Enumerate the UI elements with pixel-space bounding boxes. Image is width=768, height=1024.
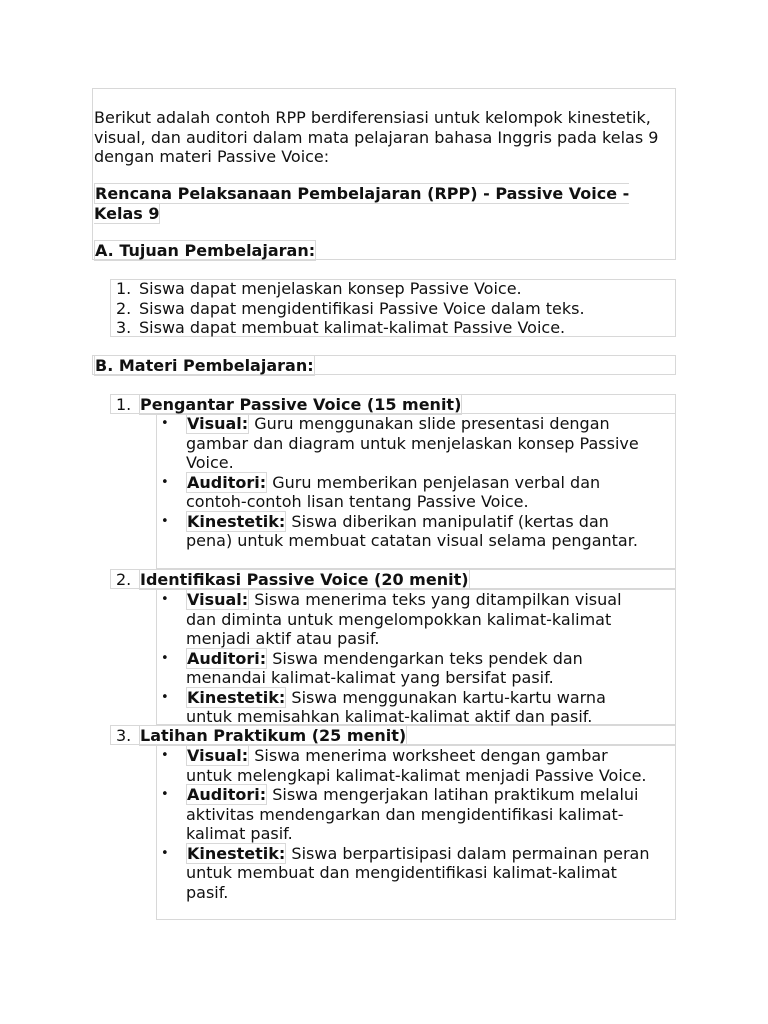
bullet-auditori [186,473,656,512]
bullet-text: Guru memberikan penjelasan verbal dan contoh-contoh lisan tentang Passive Voice. [186,472,601,511]
bullet-kinestetik [186,688,656,727]
objective-number: 1. [116,279,132,298]
bullet-auditori [186,785,656,844]
bullet-auditori [186,649,656,688]
topic-title: Latihan Praktikum (25 menit) [140,726,407,745]
topic-title: Pengantar Passive Voice (15 menit) [140,395,462,414]
document-title-text: Rencana Pelaksanaan Pembelajaran (RPP) - Passive Voice - Kelas 9 [94,184,630,223]
section-a-heading [94,241,674,261]
bullet-label: Auditori: [187,785,267,804]
objective-number: 2. [116,298,132,318]
bullet-label: Kinestetik: [187,843,286,863]
bullet-visual [186,590,656,649]
bullet-text: Siswa menggunakan kartu-kartu warna untuk memisahkan kalimat-kalimat aktif dan pasif. [186,687,606,726]
bullet-label: Visual: [187,414,249,433]
objective-item [116,318,676,338]
bullet-text: Siswa menerima worksheet dengan gambar untuk melengkapi kalimat-kalimat menjadi Passive Voice. [186,746,647,785]
topic-title: Identifikasi Passive Voice (20 menit) [140,570,469,589]
topic-number: 1. [116,395,132,414]
topic-2-heading [116,570,470,590]
topic-3-heading [116,726,407,746]
topic-1-bullets [186,414,656,551]
bullet-label: Auditori: [187,472,267,492]
objective-text: Siswa dapat membuat kalimat-kalimat Passive Voice. [139,318,566,337]
topic-1-heading [116,395,462,415]
objective-item [116,299,676,319]
document-title [94,184,674,223]
bullet-kinestetik [186,512,656,551]
bullet-text: Siswa mengerjakan latihan praktikum melalui aktivitas mendengarkan dan mengidentifikasi kalimat-kalimat pasif. [186,785,639,843]
bullet-text: Siswa menerima teks yang ditampilkan visual dan diminta untuk mengelompokkan kalimat-kalimat menjadi aktif atau pasif. [186,590,622,648]
bullet-visual [186,414,656,473]
bullet-text: Guru menggunakan slide presentasi dengan gambar dan diagram untuk menjelaskan konsep Passive Voice. [186,414,639,472]
section-a-heading-text: A. Tujuan Pembelajaran: [95,241,316,260]
objective-text: Siswa dapat menjelaskan konsep Passive Voice. [139,279,522,298]
bullet-label: Visual: [187,746,249,765]
bullet-text: Siswa berpartisipasi dalam permainan peran untuk membuat dan mengidentifikasi kalimat-kalimat pasif. [186,843,650,902]
topic-number: 2. [116,570,132,589]
topic-number: 3. [116,726,132,745]
section-b-heading-text: B. Materi Pembelajaran: [95,356,314,375]
topic-2-bullets [186,590,656,727]
bullet-label: Kinestetik: [187,687,286,707]
bullet-text: Siswa mendengarkan teks pendek dan menandai kalimat-kalimat yang bersifat pasif. [186,648,583,687]
bullet-visual [186,746,656,785]
bullet-label: Visual: [187,590,249,609]
objective-text: Siswa dapat mengidentifikasi Passive Voice dalam teks. [139,298,585,318]
bullet-label: Auditori: [187,648,267,668]
objective-number: 3. [116,318,132,337]
bullet-kinestetik [186,844,656,903]
objectives-list [116,279,676,338]
bullet-text: Siswa diberikan manipulatif (kertas dan pena) untuk membuat catatan visual selama pengantar. [186,511,638,550]
section-b-heading [94,356,674,376]
intro-paragraph: Berikut adalah contoh RPP berdiferensiasi untuk kelompok kinestetik, visual, dan auditori dalam mata pelajaran bahasa Inggris pada kelas 9 dengan materi Passive Voice: [94,108,659,166]
topic-3-bullets [186,746,656,902]
bullet-label: Kinestetik: [187,511,286,531]
objective-item [116,279,676,299]
